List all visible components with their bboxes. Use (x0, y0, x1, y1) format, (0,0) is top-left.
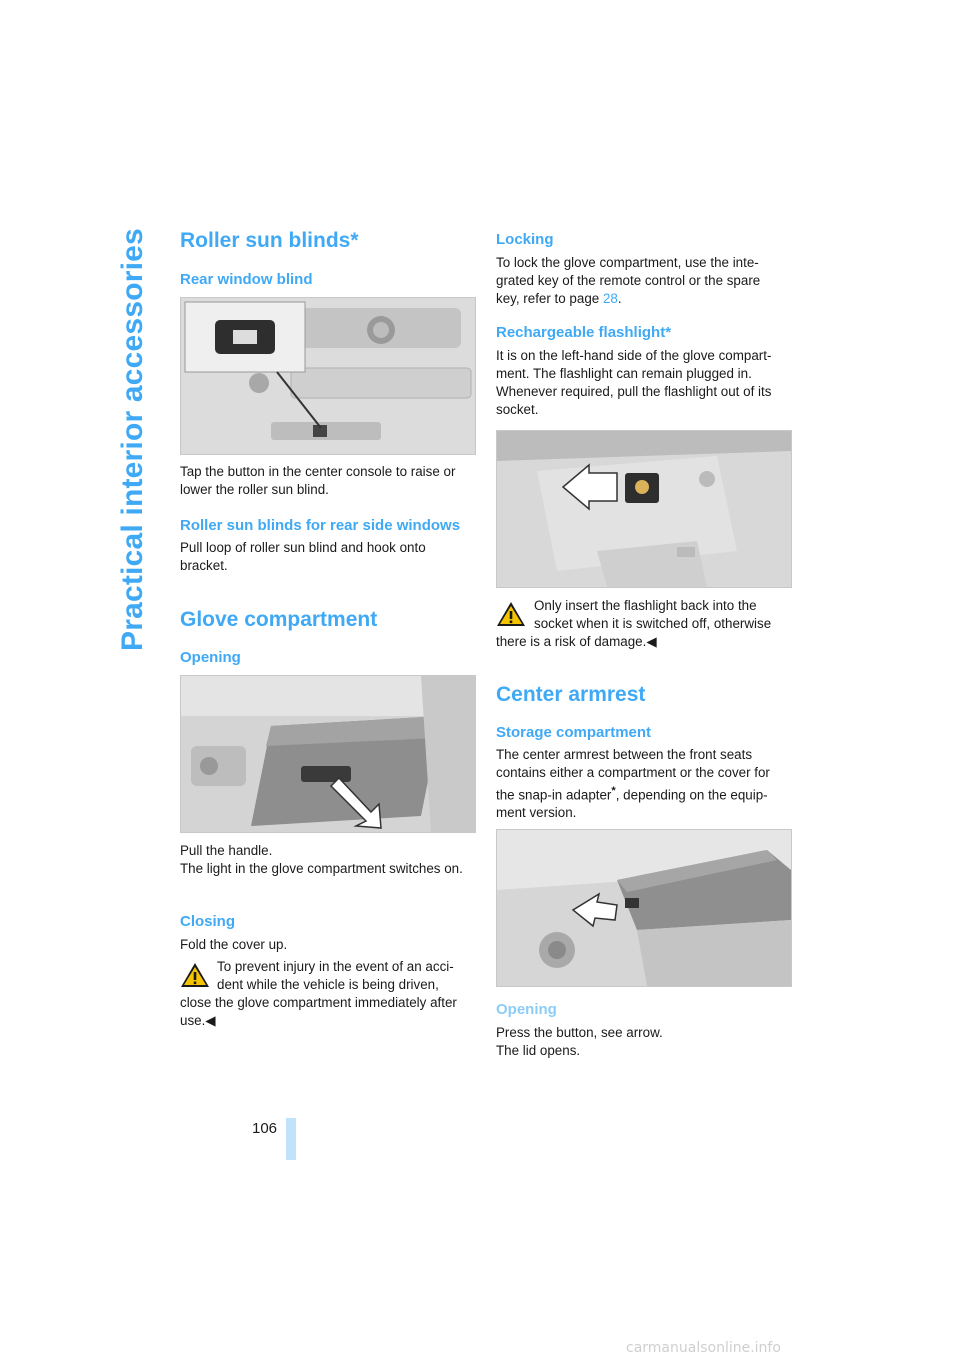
rear-side-windows-text: Pull loop of roller sun blind and hook onto bracket. (180, 540, 426, 573)
flashlight-warning-line-2: socket when it is switched off, otherwise (534, 616, 772, 631)
rear-window-blind-text: Tap the button in the center console to raise or lower the roller sun blind. (180, 464, 456, 497)
flashlight-heading: Rechargeable flashlight* (496, 324, 672, 341)
storage-compartment-text: The center armrest between the front seats contains either a compartment or the cover for the snap-in adapter*, depending on the equip-ment version. (496, 747, 770, 821)
storage-compartment-heading: Storage compartment (496, 724, 652, 741)
center-armrest-image (496, 829, 792, 987)
glove-closing-text: Fold the cover up. (180, 937, 288, 952)
warning-triangle-icon (496, 601, 526, 627)
glove-opening-text-2: The light in the glove compartment switches on. (180, 861, 463, 876)
glove-warning-line-3: close the glove compartment immediately after use.◀ (180, 995, 457, 1028)
center-armrest-heading: Center armrest (496, 683, 646, 706)
flashlight-image (496, 430, 792, 588)
glove-compartment-heading: Glove compartment (180, 608, 378, 631)
armrest-opening-text-1: Press the button, see arrow. (496, 1025, 663, 1040)
locking-text-2: grated key of the remote control or the spare (496, 273, 761, 288)
glove-opening-heading: Opening (180, 649, 241, 666)
roller-sun-blinds-heading: Roller sun blinds* (180, 229, 359, 252)
glove-compartment-opening-image (180, 675, 476, 833)
side-section-title: Practical interior accessories (116, 228, 149, 651)
rear-window-blind-heading: Rear window blind (180, 271, 313, 288)
glove-warning-line-1: To prevent injury in the event of an acci- (217, 959, 454, 974)
flashlight-text: It is on the left-hand side of the glove compart-ment. The flashlight can remain plugged in. Whenever required, pull the flashlight out of its socket. (496, 348, 772, 417)
glove-opening-text-1: Pull the handle. (180, 843, 273, 858)
locking-text-3: key, refer to page 28. (496, 291, 622, 306)
page-reference-link[interactable]: 28 (602, 291, 618, 306)
warning-triangle-icon (180, 962, 210, 988)
page-number-bar (286, 1118, 296, 1160)
rear-side-windows-heading: Roller sun blinds for rear side windows (180, 517, 461, 534)
page-number: 106 (252, 1120, 278, 1137)
glove-closing-heading: Closing (180, 913, 235, 930)
flashlight-warning-line-3: there is a risk of damage.◀ (496, 634, 657, 649)
glove-warning-line-2: dent while the vehicle is being driven, (217, 977, 439, 992)
armrest-opening-heading: Opening (496, 1001, 557, 1018)
locking-heading: Locking (496, 231, 554, 248)
locking-text-1: To lock the glove compartment, use the inte- (496, 255, 759, 270)
armrest-opening-text-2: The lid opens. (496, 1043, 581, 1058)
flashlight-warning-line-1: Only insert the flashlight back into the (534, 598, 757, 613)
center-console-button-image (180, 297, 476, 455)
watermark: carmanualsonline.info (626, 1340, 781, 1356)
